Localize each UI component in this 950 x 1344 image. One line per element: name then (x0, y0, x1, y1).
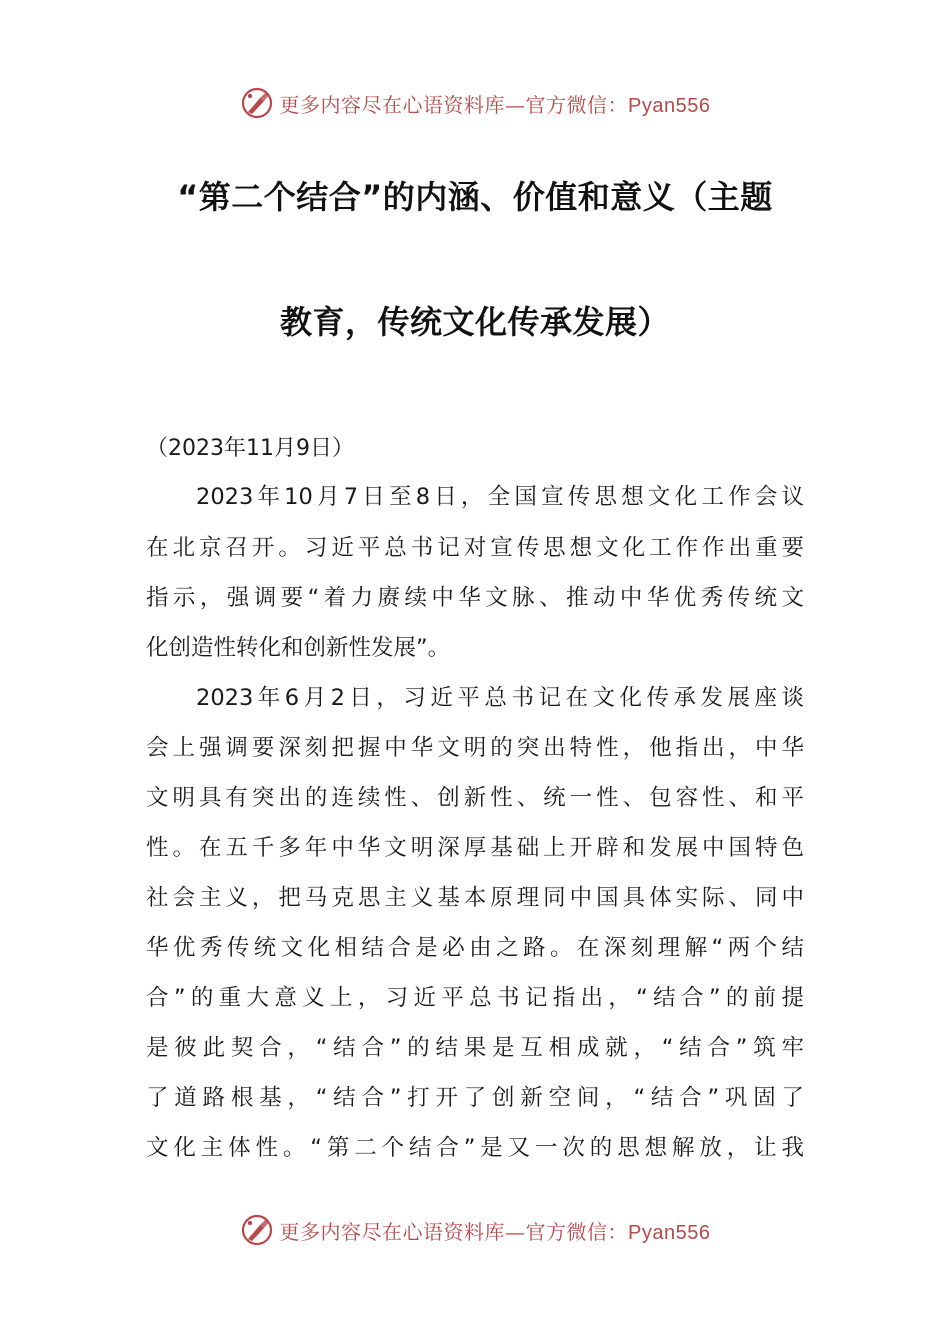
paragraph-2-line: 文明具有突出的连续性、创新性、统一性、包容性、和平 (146, 785, 804, 811)
paragraph-2-line: 文化主体性。“第二个结合”是又一次的思想解放，让我 (146, 1135, 804, 1161)
paragraph-1-line: 化创造性转化和创新性发展”。 (146, 635, 451, 661)
footer-watermark (0, 1210, 950, 1250)
pen-nib-logo-icon (240, 86, 274, 120)
document-title-line-2: 教育，传统文化传承发展） (279, 303, 670, 341)
header-watermark (0, 83, 950, 123)
paragraph-2-line: 华优秀传统文化相结合是必由之路。在深刻理解“两个结 (146, 935, 804, 961)
paragraph-2-line: 是彼此契合，“结合”的结果是互相成就，“结合”筑牢 (146, 1035, 804, 1061)
watermark-wechat-id: Pyan556 (628, 1221, 711, 1244)
watermark-text (280, 89, 711, 118)
watermark-wechat-id: Pyan556 (628, 94, 711, 117)
paragraph-2-line: 会上强调要深刻把握中华文明的突出特性，他指出，中华 (146, 735, 804, 761)
watermark-label: 更多内容尽在心语资料库—官方微信： (279, 1219, 629, 1244)
document-title-line-1: “第二个结合”的内涵、价值和意义（主题 (177, 178, 773, 216)
watermark-label: 更多内容尽在心语资料库—官方微信： (279, 92, 629, 117)
pen-nib-logo-icon (240, 1213, 274, 1247)
paragraph-2-line: 2023年6月2日，习近平总书记在文化传承发展座谈 (196, 685, 804, 711)
paragraph-2-line: 社会主义，把马克思主义基本原理同中国具体实际、同中 (146, 885, 804, 911)
paragraph-1-line: 指示，强调要“着力赓续中华文脉、推动中华优秀传统文 (146, 585, 804, 611)
paragraph-2-line: 性。在五千多年中华文明深厚基础上开辟和发展中国特色 (146, 835, 804, 861)
watermark-text (280, 1216, 711, 1245)
paragraph-1-line: 2023年10月7日至8日，全国宣传思想文化工作会议 (196, 484, 804, 510)
paragraph-2-line: 合”的重大意义上，习近平总书记指出，“结合”的前提 (146, 985, 804, 1011)
paragraph-2-line: 了道路根基，“结合”打开了创新空间，“结合”巩固了 (146, 1085, 804, 1111)
paragraph-1-line: 在北京召开。习近平总书记对宣传思想文化工作作出重要 (146, 535, 804, 561)
document-date: （2023年11月9日） (146, 436, 354, 461)
